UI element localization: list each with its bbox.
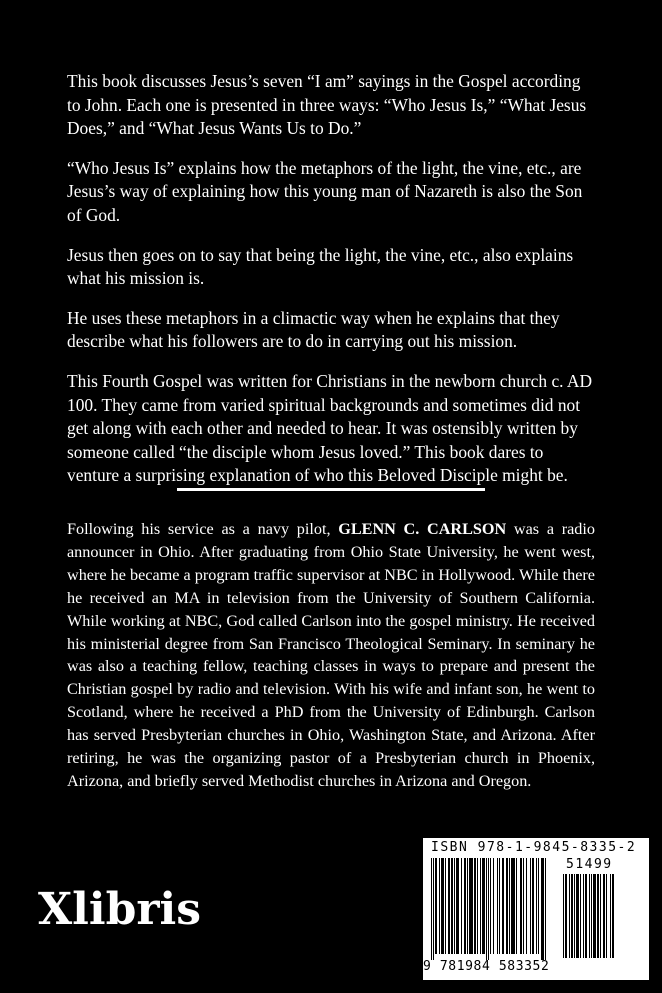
blurb-paragraph: This book discusses Jesus’s seven “I am” sayings in the Gospel according to John. Each one is presented in three ways: “Who Jesus Is,” “What Jesus Does,” and “What Jesus Wants Us to Do.” — [67, 71, 587, 139]
barcode-bar — [593, 874, 596, 958]
author-name: GLENN C. CARLSON — [338, 520, 507, 538]
barcode-bar — [490, 858, 491, 954]
ean-barcode-bars — [431, 858, 559, 962]
barcode-bar — [488, 858, 489, 960]
barcode-bar — [538, 858, 539, 954]
barcode-bar — [486, 858, 487, 960]
isbn-barcode — [423, 838, 649, 980]
bio-intro: Following his service as a navy pilot, — [67, 520, 339, 538]
barcode-bar — [461, 858, 462, 954]
barcode-bar — [493, 858, 494, 954]
barcode-bar — [610, 874, 611, 958]
barcode-bar — [431, 858, 432, 960]
barcode-bar — [563, 874, 564, 958]
barcode-bar — [574, 874, 575, 958]
barcode-bar — [509, 858, 510, 954]
barcode-bar — [532, 858, 534, 954]
barcode-bar — [612, 874, 614, 958]
barcode-bar — [530, 858, 531, 954]
barcode-bar — [454, 858, 455, 954]
barcode-bar — [467, 858, 468, 954]
barcode-bar — [583, 874, 584, 958]
barcode-bar — [606, 874, 607, 958]
barcode-bar — [523, 858, 524, 954]
barcode-bar — [480, 858, 481, 954]
barcode-bar — [569, 874, 570, 958]
barcode-bar — [511, 858, 515, 954]
barcode-bar — [448, 858, 450, 954]
barcode-bar — [439, 858, 440, 954]
publisher-logo: Xlibris — [38, 884, 202, 935]
barcode-bar — [571, 874, 573, 958]
section-divider — [177, 488, 485, 491]
price-code: 51499 — [566, 857, 613, 872]
barcode-bar — [591, 874, 592, 958]
blurb-paragraph: Jesus then goes on to say that being the light, the vine, etc., also explains what his mission is. — [67, 244, 574, 289]
author-bio — [67, 518, 595, 793]
barcode-bar — [520, 858, 522, 954]
barcode-bar — [474, 858, 476, 954]
barcode-bar — [451, 858, 453, 954]
addon-barcode-bars — [563, 874, 641, 962]
barcode-bar — [497, 858, 498, 954]
back-cover-blurb — [67, 70, 595, 504]
bio-text: was a radio announcer in Ohio. After graduating from Ohio State University, he went west, where he became a program traffic supervisor at NBC in Hollywood. While there he received an MA in television from the University of Southern California. While working at NBC, God called Carlson into the gospel ministry. He received his ministerial degree from San Francisco Theological Seminary. In seminary he was also a teaching fellow, teaching classes in ways to prepare and present the Christian gospel by radio and television. With his wife and infant son, he went to Scotland, where he received a PhD from the University of Edinburgh. Carlson has served Presbyterian churches in Ohio, Washington State, and Arizona. After retiring, he was the organizing pastor of a Presbyterian church in Phoenix, Arizona, and briefly served Methodist churches in Arizona and Oregon. — [67, 520, 595, 790]
blurb-paragraph: This Fourth Gospel was written for Christians in the newborn church c. AD 100. They came from varied spiritual backgrounds and sometimes did not get along with each other and needed to hear. It was ostensibly written by someone called “the disciple whom Jesus loved.” This book dares to venture a surprising explanation of who this Beloved Disciple might be. — [67, 370, 593, 486]
barcode-bar — [603, 874, 605, 958]
barcode-bar — [541, 858, 544, 960]
barcode-bar — [445, 858, 446, 954]
barcode-bar — [502, 858, 504, 954]
barcode-bar — [565, 874, 567, 958]
barcode-bar — [482, 858, 485, 954]
ean-digits: 9 781984 583352 — [423, 959, 550, 974]
barcode-bar — [600, 874, 601, 958]
barcode-bar — [516, 858, 517, 954]
isbn-label: ISBN 978-1-9845-8335-2 — [431, 840, 637, 855]
barcode-bar — [456, 858, 459, 954]
barcode-bar — [597, 874, 599, 958]
barcode-bar — [506, 858, 508, 954]
barcode-bar — [589, 874, 590, 958]
barcode-bar — [499, 858, 500, 954]
barcode-bar — [469, 858, 473, 954]
barcode-bar — [536, 858, 537, 954]
barcode-bar — [464, 858, 466, 954]
barcode-bar — [580, 874, 581, 958]
barcode-bar — [435, 858, 437, 954]
barcode-bar — [545, 858, 546, 960]
barcode-bar — [441, 858, 444, 954]
blurb-paragraph: He uses these metaphors in a climactic way when he explains that they describe what his followers are to do in carrying out his mission. — [67, 307, 560, 352]
barcode-bar — [433, 858, 434, 960]
barcode-bar — [576, 874, 579, 958]
barcode-bar — [585, 874, 587, 958]
blurb-paragraph: “Who Jesus Is” explains how the metaphors of the light, the vine, etc., are Jesus’s way of explaining how this young man of Nazareth is also the Son of God. — [67, 157, 583, 225]
barcode-bar — [526, 858, 527, 954]
barcode-bar — [477, 858, 478, 954]
